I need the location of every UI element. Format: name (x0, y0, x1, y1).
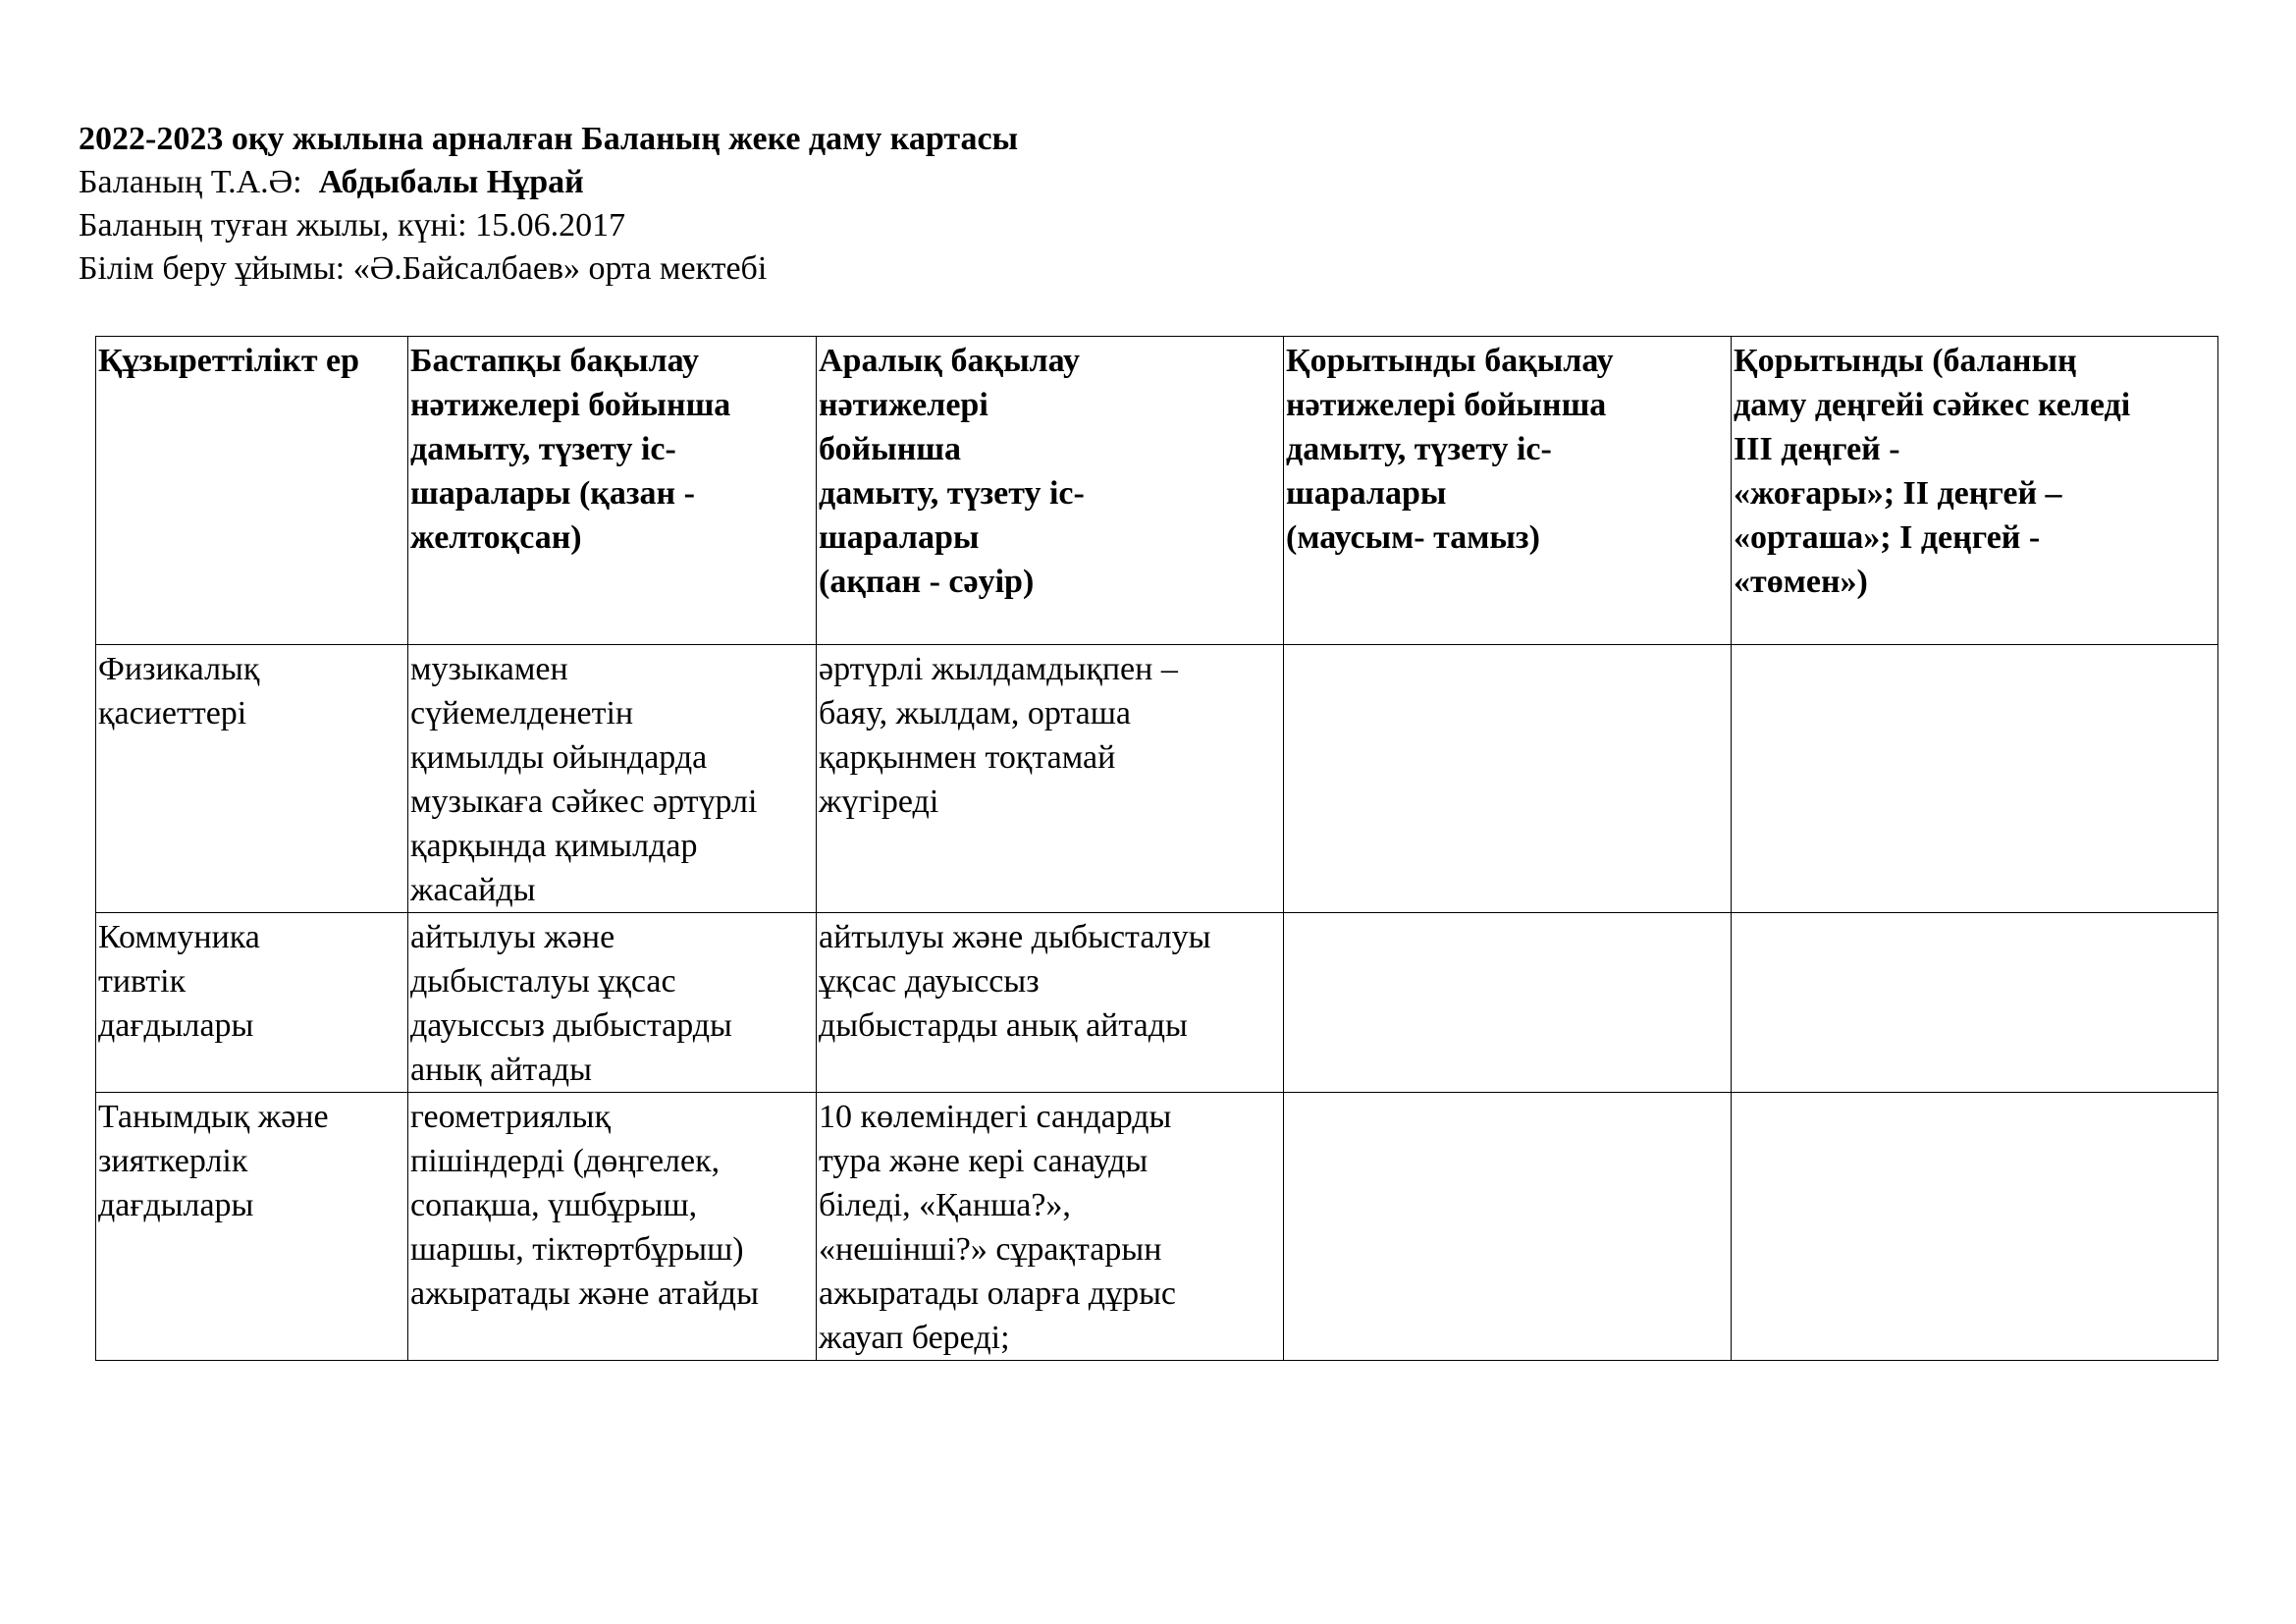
birth-date-label: Баланың туған жылы, күні: (79, 207, 467, 244)
column-header-final: Қорытынды бақылау нәтижелері бойынша дамыту, түзету іс- шаралары (маусым- тамыз) (1284, 337, 1732, 645)
intermediate-cell: айтылуы және дыбысталуы ұқсас дауыссыз дыбыстарды анық айтады (817, 913, 1284, 1093)
birth-date-line (79, 204, 1018, 247)
column-header-result: Қорытынды (баланың даму деңгейі сәйкес келеді III деңгей - «жоғары»; II деңгей – «орташа»; I деңгей - «төмен») (1732, 337, 2218, 645)
result-cell (1732, 913, 2218, 1093)
column-header-initial: Бастапқы бақылау нәтижелері бойынша дамыту, түзету іс- шаралары (қазан - желтоқсан) (408, 337, 817, 645)
final-cell (1284, 1093, 1732, 1361)
intermediate-cell: әртүрлі жылдамдықпен – баяу, жылдам, орташа қарқынмен тоқтамай жүгіреді (817, 645, 1284, 913)
competency-cell: Танымдық және зияткерлік дағдылары (96, 1093, 408, 1361)
table-row (96, 645, 2218, 913)
initial-cell: музыкамен сүйемелденетін қимылды ойындарда музыкаға сәйкес әртүрлі қарқында қимылдар жасайды (408, 645, 817, 913)
competency-cell: Коммуника тивтік дағдылары (96, 913, 408, 1093)
competency-cell: Физикалық қасиеттері (96, 645, 408, 913)
column-header-competency: Құзыреттілікт ер (96, 337, 408, 645)
document-title: 2022-2023 оқу жылына арналған Баланың жеке даму картасы (79, 121, 1019, 157)
organization-value: «Ә.Байсалбаев» орта мектебі (352, 250, 768, 287)
child-name-value: Абдыбалы Нұрай (318, 164, 584, 200)
final-cell (1284, 913, 1732, 1093)
organization-label: Білім беру ұйымы: (79, 250, 346, 287)
table-row (96, 913, 2218, 1093)
organization-line (79, 247, 1018, 291)
child-name-line (79, 161, 1018, 204)
table-row (96, 1093, 2218, 1361)
initial-cell: айтылуы және дыбысталуы ұқсас дауыссыз дыбыстарды анық айтады (408, 913, 817, 1093)
initial-cell: геометриялық пішіндерді (дөңгелек, сопақша, үшбұрыш, шаршы, тіктөртбұрыш) ажыратады және атайды (408, 1093, 817, 1361)
column-header-intermediate: Аралық бақылау нәтижелері бойынша дамыту, түзету іс- шаралары (ақпан - сәуір) (817, 337, 1284, 645)
result-cell (1732, 1093, 2218, 1361)
document-header (79, 118, 1018, 291)
intermediate-cell: 10 көлеміндегі сандарды тура және кері санауды біледі, «Қанша?», «нешінші?» сұрақтарын ажыратады оларға дұрыс жауап береді; (817, 1093, 1284, 1361)
final-cell (1284, 645, 1732, 913)
table-header-row (96, 337, 2218, 645)
result-cell (1732, 645, 2218, 913)
child-name-label: Баланың Т.А.Ә: (79, 164, 302, 200)
development-card-table (95, 336, 2218, 1361)
birth-date-value: 15.06.2017 (475, 207, 626, 244)
